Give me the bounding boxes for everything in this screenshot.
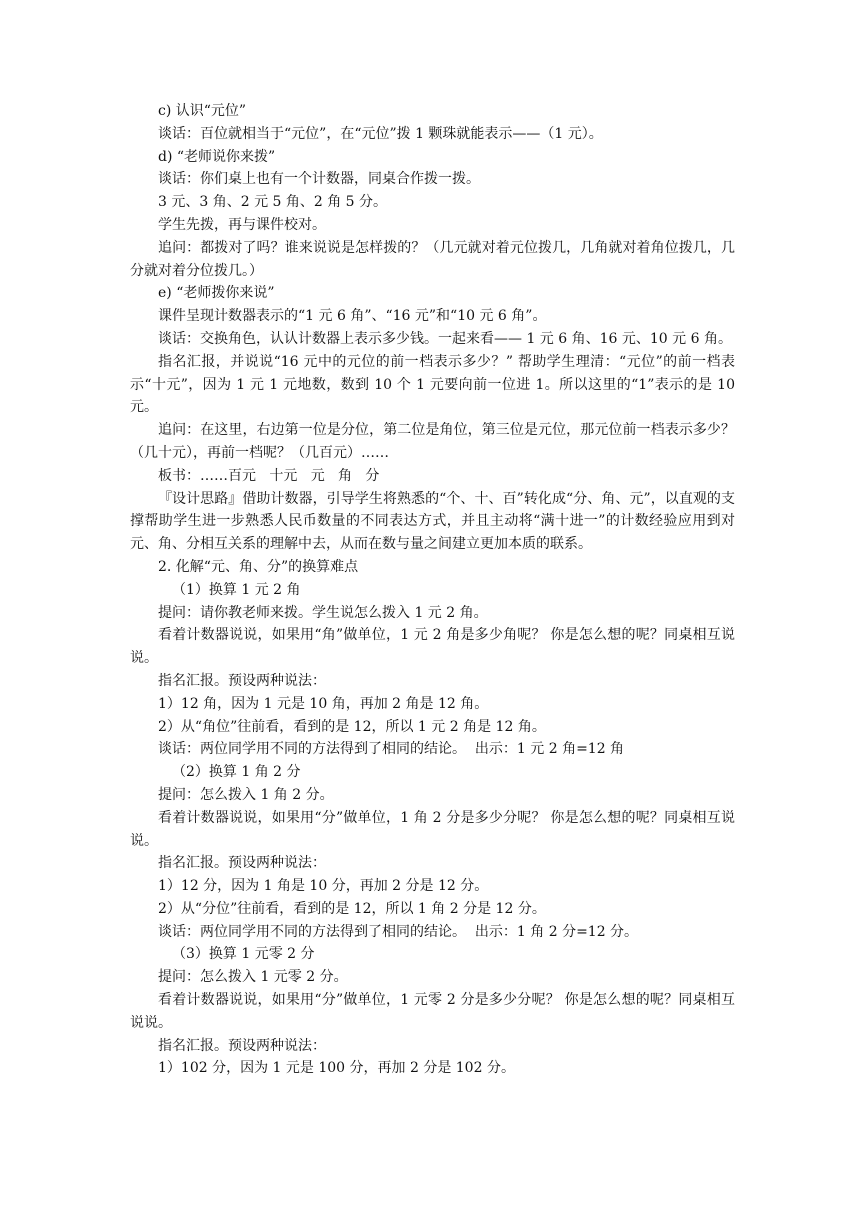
question-paragraph: 追问：在这里，右边第一位是分位，第二位是角位，第三位是元位，那元位前一档表示多少？（几十元），再前一档呢？（几百元）…… [130, 422, 735, 461]
dialogue-paragraph: 谈话：你们桌上也有一个计数器，同桌合作拨一拨。 [158, 171, 480, 188]
instruction-paragraph: 学生先拨，再与课件校对。 [158, 216, 326, 233]
report-paragraph: 指名汇报。预设两种说法： [158, 672, 326, 689]
conclusion-paragraph: 谈话：两位同学用不同的方法得到了相同的结论。 出示：1 角 2 分=12 分。 [158, 923, 639, 940]
item-d-heading: d) “老师说你来拨” [158, 148, 276, 165]
amount-list: 3 元、3 角、2 元 5 角、2 角 5 分。 [158, 194, 388, 211]
question-paragraph: 追问：都拨对了吗？谁来说说是怎样拨的？（几元就对着元位拨几，几角就对着角位拨几，几分就对着分位拨几。） [130, 239, 735, 279]
document-body [130, 100, 740, 1080]
design-rationale-paragraph: 『设计思路』借助计数器，引导学生将熟悉的“个、十、百”转化成“分、角、元”，以直观的支撑帮助学生进一步熟悉人民币数量的不同表达方式，并且主动将“满十进一”的计数经验应用到对元、角、分相互关系的理解中去，从而在数与量之间建立更加本质的联系。 [130, 490, 735, 553]
answer-paragraph: 2）从“分位”往前看，看到的是 12，所以 1 角 2 分是 12 分。 [158, 900, 546, 917]
answer-paragraph: 1）12 分，因为 1 角是 10 分，再加 2 分是 12 分。 [158, 878, 489, 895]
item-e-heading: e) “老师拨你来说” [158, 285, 275, 302]
report-paragraph: 指名汇报。预设两种说法： [158, 1037, 326, 1054]
report-paragraph: 指名汇报，并说说“16 元中的元位的前一档表示多少？” 帮助学生理清：“元位”的前一档表示“十元”，因为 1 元 1 元地数，数到 10 个 1 元要向前一位进 1。所以这里的“1”表示的是 10 元。 [130, 353, 740, 416]
answer-paragraph: 1）12 角，因为 1 元是 10 角，再加 2 角是 12 角。 [158, 695, 489, 712]
discussion-paragraph: 看着计数器说说，如果用“分”做单位，1 角 2 分是多少分呢？ 你是怎么想的呢？同桌相互说说。 [130, 809, 735, 849]
subsection-heading: （2）换算 1 角 2 分 [172, 764, 301, 781]
report-paragraph: 指名汇报。预设两种说法： [158, 855, 326, 872]
subsection-heading: （3）换算 1 元零 2 分 [172, 946, 315, 963]
question-paragraph: 提问：怎么拨入 1 角 2 分。 [158, 786, 334, 803]
question-paragraph: 提问：请你教老师来拨。学生说怎么拨入 1 元 2 角。 [158, 604, 488, 621]
courseware-paragraph: 课件呈现计数器表示的“1 元 6 角”、“16 元”和“10 元 6 角”。 [158, 308, 547, 325]
subsection-heading: （1）换算 1 元 2 角 [172, 581, 301, 598]
section-heading: 2. 化解“元、角、分”的换算难点 [158, 558, 359, 575]
answer-paragraph: 1）102 分，因为 1 元是 100 分，再加 2 分是 102 分。 [158, 1060, 515, 1077]
question-paragraph: 提问：怎么拨入 1 元零 2 分。 [158, 969, 348, 986]
discussion-paragraph: 看着计数器说说，如果用“角”做单位，1 元 2 角是多少角呢？ 你是怎么想的呢？同桌相互说说。 [130, 627, 735, 667]
dialogue-paragraph: 谈话：百位就相当于“元位”，在“元位”拨 1 颗珠就能表示——（1 元）。 [158, 125, 603, 142]
blackboard-paragraph: 板书：……百元 十元 元 角 分 [158, 467, 380, 484]
discussion-paragraph: 看着计数器说说，如果用“分”做单位，1 元零 2 分是多少分呢？ 你是怎么想的呢？同桌相互说说。 [130, 992, 735, 1031]
dialogue-paragraph: 谈话：交换角色，认认计数器上表示多少钱。一起来看—— 1 元 6 角、16 元、10 元 6 角。 [158, 330, 732, 347]
conclusion-paragraph: 谈话：两位同学用不同的方法得到了相同的结论。 出示：1 元 2 角=12 角 [158, 741, 625, 758]
answer-paragraph: 2）从“角位”往前看，看到的是 12，所以 1 元 2 角是 12 角。 [158, 718, 546, 735]
item-c-heading: c) 认识“元位” [158, 103, 247, 119]
